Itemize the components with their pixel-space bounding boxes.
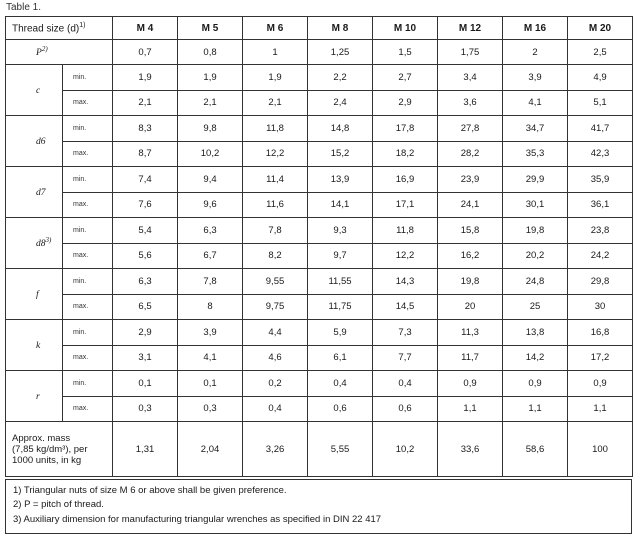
table-cell: 9,75 (243, 294, 308, 320)
table-cell: 1,1 (503, 396, 568, 422)
dimension-symbol: d6 (6, 116, 63, 167)
table-cell: 20 (438, 294, 503, 320)
table-cell: 35,9 (568, 167, 633, 193)
table-cell: 0,6 (308, 396, 373, 422)
min-max-label: min. (63, 65, 113, 91)
pitch-value: 0,8 (178, 40, 243, 65)
size-header-3: M 8 (308, 17, 373, 40)
table-cell: 3,4 (438, 65, 503, 91)
size-header-6: M 16 (503, 17, 568, 40)
table-cell: 14,8 (308, 116, 373, 142)
min-max-label: max. (63, 243, 113, 269)
table-cell: 30 (568, 294, 633, 320)
table-cell: 0,1 (178, 371, 243, 397)
table-row (6, 294, 633, 320)
table-cell: 1,9 (243, 65, 308, 91)
table-cell: 11,8 (243, 116, 308, 142)
table-cell: 9,6 (178, 192, 243, 218)
table-cell: 4,1 (503, 90, 568, 116)
table-cell: 8,3 (113, 116, 178, 142)
table-cell: 0,2 (243, 371, 308, 397)
table-cell: 14,1 (308, 192, 373, 218)
table-cell: 13,9 (308, 167, 373, 193)
dimension-symbol: r (6, 371, 63, 422)
table-row (6, 116, 633, 142)
table-row (6, 65, 633, 91)
table-row (6, 218, 633, 244)
min-max-label: min. (63, 218, 113, 244)
table-cell: 11,75 (308, 294, 373, 320)
min-max-label: max. (63, 192, 113, 218)
table-cell: 2,7 (373, 65, 438, 91)
table-cell: 1,1 (438, 396, 503, 422)
dimension-symbol: c (6, 65, 63, 116)
pitch-value: 0,7 (113, 40, 178, 65)
table-cell: 3,9 (178, 320, 243, 346)
table-cell: 7,4 (113, 167, 178, 193)
size-header-4: M 10 (373, 17, 438, 40)
pitch-symbol: $P^{2)}$ (6, 40, 113, 65)
min-max-label: max. (63, 141, 113, 167)
table-cell: 35,3 (503, 141, 568, 167)
table-cell: 11,7 (438, 345, 503, 371)
table-cell: 17,1 (373, 192, 438, 218)
pitch-value: 1 (243, 40, 308, 65)
table-cell: 11,6 (243, 192, 308, 218)
mass-label-line: 1000 units, in kg (12, 454, 82, 466)
table-cell: 9,3 (308, 218, 373, 244)
table-cell: 8 (178, 294, 243, 320)
table-cell: 24,8 (503, 269, 568, 295)
mass-label-line: Approx. mass (12, 432, 71, 444)
table-cell: 6,3 (113, 269, 178, 295)
table-cell: 16,2 (438, 243, 503, 269)
table-cell: 4,1 (178, 345, 243, 371)
min-max-label: min. (63, 167, 113, 193)
table-cell: 1,1 (568, 396, 633, 422)
pitch-value: 1,5 (373, 40, 438, 65)
table-cell: 25 (503, 294, 568, 320)
footnotes (5, 479, 632, 534)
table-cell: 11,55 (308, 269, 373, 295)
min-max-label: max. (63, 90, 113, 116)
size-header-0: M 4 (113, 17, 178, 40)
table-cell: 12,2 (373, 243, 438, 269)
dimension-symbol: k (6, 320, 63, 371)
pitch-row (6, 40, 633, 65)
size-header-1: M 5 (178, 17, 243, 40)
table-cell: 7,7 (373, 345, 438, 371)
table-cell: 7,8 (178, 269, 243, 295)
pitch-value: 2,5 (568, 40, 633, 65)
table-cell: 12,2 (243, 141, 308, 167)
table-row (6, 396, 633, 422)
table-cell: 4,6 (243, 345, 308, 371)
mass-value: 10,2 (373, 422, 438, 477)
size-header-2: M 6 (243, 17, 308, 40)
table-row (6, 141, 633, 167)
table-caption: Table 1. (6, 2, 42, 13)
table-cell: 18,2 (373, 141, 438, 167)
table-cell: 19,8 (438, 269, 503, 295)
mass-value: 5,55 (308, 422, 373, 477)
table-cell: 2,9 (113, 320, 178, 346)
table-cell: 29,8 (568, 269, 633, 295)
table-cell: 0,3 (178, 396, 243, 422)
table-cell: 2,1 (243, 90, 308, 116)
pitch-value: 2 (503, 40, 568, 65)
table-cell: 5,1 (568, 90, 633, 116)
table-cell: 30,1 (503, 192, 568, 218)
mass-label-line: (7,85 kg/dm³), per (12, 443, 88, 455)
footnote-3: 3) Auxiliary dimension for manufacturing triangular wrenches as specified in DIN 22 417 (13, 514, 382, 525)
table-cell: 7,6 (113, 192, 178, 218)
table-cell: 3,9 (503, 65, 568, 91)
dimension-symbol: f (6, 269, 63, 320)
table-cell: 2,1 (113, 90, 178, 116)
table-cell: 24,1 (438, 192, 503, 218)
table-cell: 6,5 (113, 294, 178, 320)
table-cell: 0,1 (113, 371, 178, 397)
table-cell: 41,7 (568, 116, 633, 142)
table-cell: 42,3 (568, 141, 633, 167)
table-cell: 0,4 (373, 371, 438, 397)
table-cell: 4,4 (243, 320, 308, 346)
min-max-label: min. (63, 269, 113, 295)
table-cell: 14,5 (373, 294, 438, 320)
table-cell: 9,8 (178, 116, 243, 142)
mass-value: 2,04 (178, 422, 243, 477)
pitch-value: 1,25 (308, 40, 373, 65)
table-cell: 0,6 (373, 396, 438, 422)
table-row (6, 320, 633, 346)
table-cell: 27,8 (438, 116, 503, 142)
table-cell: 9,4 (178, 167, 243, 193)
table-cell: 10,2 (178, 141, 243, 167)
table-cell: 19,8 (503, 218, 568, 244)
table-cell: 13,8 (503, 320, 568, 346)
table-cell: 8,2 (243, 243, 308, 269)
table-cell: 15,2 (308, 141, 373, 167)
table-cell: 8,7 (113, 141, 178, 167)
table-cell: 14,2 (503, 345, 568, 371)
mass-value: 33,6 (438, 422, 503, 477)
table-cell: 0,9 (438, 371, 503, 397)
footnote-2: 2) P = pitch of thread. (13, 499, 104, 510)
min-max-label: max. (63, 345, 113, 371)
table-cell: 3,1 (113, 345, 178, 371)
table-cell: 24,2 (568, 243, 633, 269)
table-cell: 5,9 (308, 320, 373, 346)
mass-value: 3,26 (243, 422, 308, 477)
size-header-7: M 20 (568, 17, 633, 40)
dimension-symbol: d8$^{3)}$ (6, 218, 63, 269)
table-cell: 3,6 (438, 90, 503, 116)
min-max-label: min. (63, 116, 113, 142)
min-max-label: max. (63, 396, 113, 422)
size-header-5: M 12 (438, 17, 503, 40)
min-max-label: min. (63, 320, 113, 346)
mass-row (6, 422, 633, 477)
table-cell: 2,4 (308, 90, 373, 116)
table-cell: 9,7 (308, 243, 373, 269)
table-row (6, 192, 633, 218)
table-cell: 11,4 (243, 167, 308, 193)
table-cell: 6,1 (308, 345, 373, 371)
table-cell: 0,4 (243, 396, 308, 422)
table-row (6, 90, 633, 116)
table-cell: 36,1 (568, 192, 633, 218)
table-cell: 4,9 (568, 65, 633, 91)
table-cell: 23,9 (438, 167, 503, 193)
table-cell: 20,2 (503, 243, 568, 269)
table-cell: 2,9 (373, 90, 438, 116)
table-cell: 6,3 (178, 218, 243, 244)
table-cell: 0,9 (503, 371, 568, 397)
table-row (6, 345, 633, 371)
table-cell: 15,8 (438, 218, 503, 244)
table-cell: 23,8 (568, 218, 633, 244)
mass-value: 1,31 (113, 422, 178, 477)
mass-label (6, 422, 113, 477)
table-row (6, 167, 633, 193)
table-cell: 14,3 (373, 269, 438, 295)
table-cell: 6,7 (178, 243, 243, 269)
table-cell: 1,9 (178, 65, 243, 91)
table-cell: 11,8 (373, 218, 438, 244)
table-cell: 34,7 (503, 116, 568, 142)
header-row (6, 17, 633, 40)
table-cell: 0,4 (308, 371, 373, 397)
table-cell: 1,9 (113, 65, 178, 91)
pitch-value: 1,75 (438, 40, 503, 65)
table-cell: 7,8 (243, 218, 308, 244)
table-row (6, 269, 633, 295)
dimensions-table (5, 16, 633, 477)
mass-value: 58,6 (503, 422, 568, 477)
table-cell: 9,55 (243, 269, 308, 295)
footnote-1: 1) Triangular nuts of size M 6 or above shall be given preference. (13, 485, 287, 496)
table-cell: 17,2 (568, 345, 633, 371)
table-cell: 5,6 (113, 243, 178, 269)
table-row (6, 243, 633, 269)
table-cell: 2,1 (178, 90, 243, 116)
min-max-label: max. (63, 294, 113, 320)
table-cell: 16,8 (568, 320, 633, 346)
table-cell: 7,3 (373, 320, 438, 346)
min-max-label: min. (63, 371, 113, 397)
table-cell: 28,2 (438, 141, 503, 167)
table-cell: 0,3 (113, 396, 178, 422)
table-cell: 2,2 (308, 65, 373, 91)
table-cell: 17,8 (373, 116, 438, 142)
table-cell: 11,3 (438, 320, 503, 346)
mass-value: 100 (568, 422, 633, 477)
table-row (6, 371, 633, 397)
dimension-symbol: d7 (6, 167, 63, 218)
table-cell: 0,9 (568, 371, 633, 397)
table-cell: 5,4 (113, 218, 178, 244)
table-cell: 16,9 (373, 167, 438, 193)
thread-size-header: Thread size $(d)^{1)}$ (6, 17, 113, 40)
table-cell: 29,9 (503, 167, 568, 193)
